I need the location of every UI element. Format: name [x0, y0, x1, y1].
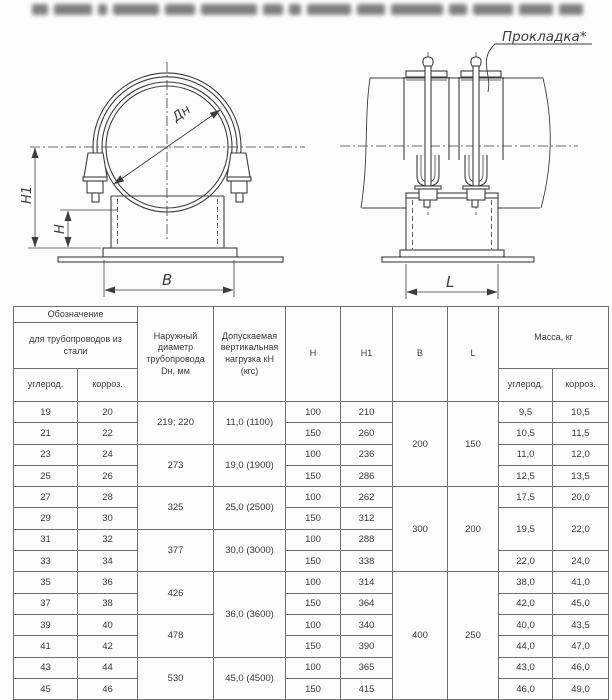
- table-cell: 27: [14, 487, 78, 508]
- gasket-label: Прокладка*: [502, 29, 587, 45]
- table-cell: 150: [286, 678, 341, 699]
- table-cell: 28: [78, 487, 138, 508]
- table-cell: 24: [78, 444, 138, 465]
- table-cell: 17,5: [499, 487, 553, 508]
- foundation-strip: [58, 257, 283, 262]
- table-cell: 288: [341, 529, 393, 550]
- table-cell: 36,0 (3600): [214, 572, 286, 657]
- table-cell: 23: [14, 444, 78, 465]
- table-cell: 19: [14, 402, 78, 423]
- table-cell: 150: [286, 508, 341, 529]
- table-cell: 47,0: [553, 636, 609, 657]
- header-b: В: [393, 307, 448, 402]
- table-row: [14, 444, 609, 465]
- table-cell: 38,0: [499, 572, 553, 593]
- table-row: [14, 508, 609, 529]
- gasket-leader-line: [486, 44, 592, 92]
- table-cell: 150: [448, 402, 499, 487]
- table-cell: 45,0: [553, 593, 609, 614]
- table-cell: 219; 220: [138, 402, 214, 445]
- table-cell: 12,5: [499, 465, 553, 486]
- table-cell: 41: [14, 636, 78, 657]
- table-cell: 11,0 (1100): [214, 402, 286, 445]
- base-plate-side: [400, 250, 504, 257]
- support-housing: [382, 193, 534, 262]
- table-cell: 44,0: [499, 636, 553, 657]
- table-cell: 390: [341, 636, 393, 657]
- table-cell: 400: [393, 572, 448, 700]
- table-cell: 46: [78, 678, 138, 699]
- table-cell: 40: [78, 614, 138, 635]
- right-break-line: [541, 78, 550, 208]
- table-cell: 100: [286, 487, 341, 508]
- table-cell: 530: [138, 657, 214, 700]
- l-label: L: [446, 273, 455, 291]
- table-cell: 9,5: [499, 402, 553, 423]
- table-cell: 22,0: [499, 551, 553, 572]
- table-cell: 100: [286, 614, 341, 635]
- table-cell: 20,0: [553, 487, 609, 508]
- table-row: [14, 614, 609, 635]
- table-cell: 45: [14, 678, 78, 699]
- table-cell: 340: [341, 614, 393, 635]
- table-cell: 13,5: [553, 465, 609, 486]
- base-plate: [103, 248, 237, 257]
- table-cell: 377: [138, 529, 214, 572]
- table-cell: 22,0: [553, 508, 609, 551]
- table-cell: 100: [286, 402, 341, 423]
- table-cell: 273: [138, 444, 214, 487]
- table-row: [14, 423, 609, 444]
- header-h: Н: [286, 307, 341, 402]
- table-cell: 200: [448, 487, 499, 572]
- table-cell: 36: [78, 572, 138, 593]
- table-cell: 11,0: [499, 444, 553, 465]
- table-cell: 39: [14, 614, 78, 635]
- b-label: B: [162, 271, 173, 289]
- header-load: Допускаемая вертикальная нагрузка кН (кгс): [214, 307, 286, 402]
- table-cell: 40,0: [499, 614, 553, 635]
- table-cell: 20: [78, 402, 138, 423]
- table-cell: 426: [138, 572, 214, 615]
- table-cell: 200: [393, 402, 448, 487]
- clamp-bands-side: [404, 71, 503, 160]
- table-cell: 236: [341, 444, 393, 465]
- side-view: [340, 44, 592, 299]
- header-mass-carbon: углерод.: [499, 369, 553, 402]
- table-cell: 100: [286, 529, 341, 550]
- table-cell: 43,0: [499, 657, 553, 678]
- h1-label: H1: [20, 185, 35, 204]
- table-cell: 150: [286, 593, 341, 614]
- table-cell: 10,5: [499, 423, 553, 444]
- table-cell: 262: [341, 487, 393, 508]
- table-cell: 150: [286, 551, 341, 572]
- table-cell: 31: [14, 529, 78, 550]
- table-cell: 325: [138, 487, 214, 530]
- header-outer-diameter: Наружный диаметр трубопровода Dн, мм: [138, 307, 214, 402]
- table-cell: 44: [78, 657, 138, 678]
- spec-table: [13, 306, 609, 700]
- table-row: [14, 636, 609, 657]
- table-cell: 286: [341, 465, 393, 486]
- spec-table-header: [14, 307, 609, 402]
- table-cell: 314: [341, 572, 393, 593]
- table-cell: 338: [341, 551, 393, 572]
- table-cell: 365: [341, 657, 393, 678]
- table-cell: 30,0 (3000): [214, 529, 286, 572]
- table-cell: 100: [286, 657, 341, 678]
- table-cell: 24,0: [553, 551, 609, 572]
- table-cell: 10,5: [553, 402, 609, 423]
- table-cell: 11,5: [553, 423, 609, 444]
- table-row: [14, 402, 609, 423]
- table-row: [14, 678, 609, 699]
- table-cell: 33: [14, 551, 78, 572]
- table-cell: 43: [14, 657, 78, 678]
- table-cell: 26: [78, 465, 138, 486]
- table-cell: 43,5: [553, 614, 609, 635]
- table-cell: 300: [393, 487, 448, 572]
- table-cell: 100: [286, 444, 341, 465]
- dn-label: Дн: [169, 102, 194, 126]
- table-cell: 25: [14, 465, 78, 486]
- table-row: [14, 465, 609, 486]
- table-cell: 312: [341, 508, 393, 529]
- right-lug-bolt: [227, 153, 251, 202]
- left-break-line: [361, 78, 370, 208]
- table-cell: 250: [448, 572, 499, 700]
- table-cell: 38: [78, 593, 138, 614]
- table-cell: 46,0: [499, 678, 553, 699]
- table-cell: 35: [14, 572, 78, 593]
- table-cell: 12,0: [553, 444, 609, 465]
- table-cell: 260: [341, 423, 393, 444]
- table-row: [14, 551, 609, 572]
- table-row: [14, 593, 609, 614]
- front-dimensions: [28, 148, 234, 297]
- header-h1: Н1: [341, 307, 393, 402]
- table-cell: 210: [341, 402, 393, 423]
- table-cell: 100: [286, 572, 341, 593]
- h-label: H: [53, 224, 68, 234]
- header-for-pipes: для трубопроводов из стали: [14, 323, 138, 369]
- table-cell: 41,0: [553, 572, 609, 593]
- table-cell: 29: [14, 508, 78, 529]
- table-row: [14, 572, 609, 593]
- table-cell: 19,0 (1900): [214, 444, 286, 487]
- foundation-strip-side: [382, 257, 534, 262]
- table-cell: 49,0: [553, 678, 609, 699]
- table-cell: 25,0 (2500): [214, 487, 286, 530]
- header-l: L: [448, 307, 499, 402]
- table-cell: 34: [78, 551, 138, 572]
- table-cell: 22: [78, 423, 138, 444]
- table-cell: 42: [78, 636, 138, 657]
- support-stand: [58, 196, 283, 262]
- header-carbon: углерод.: [14, 369, 78, 402]
- spec-table-body: [14, 402, 609, 700]
- header-corrosion: корроз.: [78, 369, 138, 402]
- table-cell: 30: [78, 508, 138, 529]
- table-cell: 46,0: [553, 657, 609, 678]
- left-lug-bolt: [83, 153, 107, 202]
- header-designation: Обозначение: [14, 307, 138, 323]
- header-mass-corrosion: корроз.: [553, 369, 609, 402]
- cropped-illegible-heading: [32, 2, 604, 16]
- header-mass: Масса, кг: [499, 307, 609, 369]
- technical-drawing: [0, 18, 612, 306]
- table-cell: 45,0 (4500): [214, 657, 286, 700]
- table-cell: 42,0: [499, 593, 553, 614]
- table-cell: 364: [341, 593, 393, 614]
- table-cell: 150: [286, 465, 341, 486]
- table-cell: 32: [78, 529, 138, 550]
- front-view: [28, 62, 305, 297]
- table-cell: 150: [286, 636, 341, 657]
- table-cell: 19,5: [499, 508, 553, 551]
- table-cell: 415: [341, 678, 393, 699]
- table-cell: 21: [14, 423, 78, 444]
- table-cell: 478: [138, 614, 214, 657]
- table-row: [14, 657, 609, 678]
- table-cell: 37: [14, 593, 78, 614]
- table-row: [14, 487, 609, 508]
- table-cell: 150: [286, 423, 341, 444]
